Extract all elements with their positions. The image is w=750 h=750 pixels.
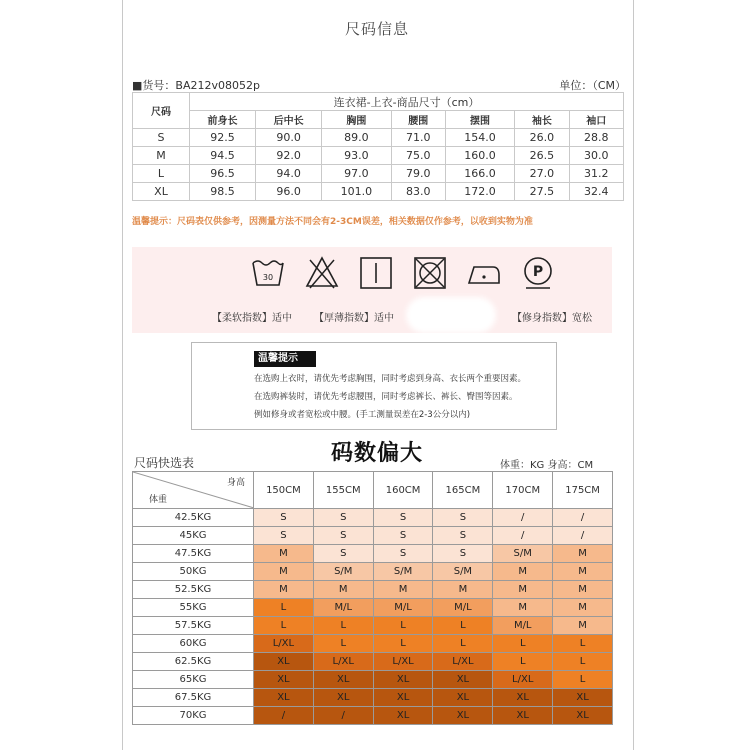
height-header: 170CM: [493, 472, 553, 509]
size-cell: S: [313, 545, 373, 563]
col-header: 胸围: [322, 111, 391, 129]
size-cell: M/L: [493, 617, 553, 635]
spec-row: [133, 165, 624, 183]
size-cell: L/XL: [433, 653, 493, 671]
size-cell: /: [553, 509, 613, 527]
size-cell: L: [254, 599, 314, 617]
size-cell: L: [553, 653, 613, 671]
size-cell: XL: [553, 689, 613, 707]
height-header: 165CM: [433, 472, 493, 509]
size-cell: XL: [254, 671, 314, 689]
size-quick-table: [132, 471, 613, 725]
spec-size-cell: L: [133, 165, 190, 183]
size-cell: XL: [373, 671, 433, 689]
spec-value-cell: 97.0: [322, 165, 391, 183]
size-cell: S: [313, 509, 373, 527]
spec-value-cell: 94.0: [256, 165, 322, 183]
spec-caption: 连衣裙-上衣-商品尺寸（cm）: [190, 93, 624, 111]
size-cell: L/XL: [313, 653, 373, 671]
spec-value-cell: 31.2: [569, 165, 623, 183]
size-cell: M: [553, 581, 613, 599]
size-runs-large-note: 码数偏大: [330, 441, 423, 466]
quick-row: [133, 707, 613, 725]
size-cell: L/XL: [493, 671, 553, 689]
size-cell: XL: [553, 707, 613, 725]
spec-value-cell: 75.0: [391, 147, 445, 165]
size-cell: /: [553, 527, 613, 545]
height-header: 175CM: [553, 472, 613, 509]
spec-value-cell: 92.0: [256, 147, 322, 165]
weight-cell: 62.5KG: [133, 653, 254, 671]
spec-value-cell: 27.5: [515, 183, 569, 201]
size-spec-table: [132, 92, 624, 201]
spec-value-cell: 101.0: [322, 183, 391, 201]
no-tumble-dry-icon: [412, 255, 448, 291]
quick-row: [133, 689, 613, 707]
spec-value-cell: 90.0: [256, 129, 322, 147]
spec-value-cell: 27.0: [515, 165, 569, 183]
wash-30-icon: [250, 255, 286, 291]
quick-row: [133, 671, 613, 689]
size-cell: M/L: [313, 599, 373, 617]
quick-row: [133, 545, 613, 563]
measure-notice: 温馨提示：尺码表仅供参考，因测量方法不同会有2-3CM误差，相关数据仅作参考，以收到实物为准: [132, 217, 533, 227]
weight-cell: 45KG: [133, 527, 254, 545]
spec-value-cell: 89.0: [322, 129, 391, 147]
weight-cell: 67.5KG: [133, 689, 254, 707]
size-cell: M: [493, 563, 553, 581]
blurred-region: [412, 303, 490, 327]
size-cell: M: [373, 581, 433, 599]
col-header: 腰围: [391, 111, 445, 129]
tips-title: 温馨提示: [254, 351, 316, 367]
size-cell: L: [553, 671, 613, 689]
size-cell: M: [254, 581, 314, 599]
softness-index: 【柔软指数】适中: [212, 313, 292, 324]
spec-value-cell: 79.0: [391, 165, 445, 183]
weight-cell: 52.5KG: [133, 581, 254, 599]
size-cell: S/M: [433, 563, 493, 581]
corner-weight-label: 体重: [149, 495, 168, 505]
spec-value-cell: 32.4: [569, 183, 623, 201]
size-cell: S: [433, 545, 493, 563]
svg-text:30: 30: [262, 273, 274, 282]
thickness-index: 【厚薄指数】适中: [314, 313, 394, 324]
size-cell: /: [493, 527, 553, 545]
size-cell: L: [433, 635, 493, 653]
size-cell: S: [433, 509, 493, 527]
weight-cell: 55KG: [133, 599, 254, 617]
svg-text:P: P: [532, 264, 544, 280]
spec-size-cell: XL: [133, 183, 190, 201]
size-cell: S/M: [493, 545, 553, 563]
size-cell: S: [254, 509, 314, 527]
size-cell: XL: [373, 689, 433, 707]
size-cell: XL: [433, 707, 493, 725]
quick-table-title: 尺码快选表: [134, 456, 195, 470]
size-cell: /: [254, 707, 314, 725]
spec-value-cell: 71.0: [391, 129, 445, 147]
iron-low-icon: [466, 255, 502, 291]
weight-cell: 42.5KG: [133, 509, 254, 527]
spec-value-cell: 93.0: [322, 147, 391, 165]
size-cell: S/M: [373, 563, 433, 581]
size-cell: M: [553, 545, 613, 563]
size-cell: XL: [313, 671, 373, 689]
spec-value-cell: 30.0: [569, 147, 623, 165]
size-cell: XL: [373, 707, 433, 725]
quick-row: [133, 617, 613, 635]
page-title: 尺码信息: [344, 20, 409, 38]
height-header: 150CM: [254, 472, 314, 509]
quick-table-units: 体重：KG 身高：CM: [500, 460, 594, 471]
quick-row: [133, 563, 613, 581]
size-cell: L: [254, 617, 314, 635]
size-cell: S: [373, 545, 433, 563]
spec-value-cell: 172.0: [445, 183, 514, 201]
size-cell: L: [493, 635, 553, 653]
size-cell: S: [313, 527, 373, 545]
tip-line: 在选购裤装时，请优先考虑腰围，同时考虑裤长、裤长、臀围等因素。: [254, 392, 518, 402]
col-header: 后中长: [256, 111, 322, 129]
size-cell: L: [493, 653, 553, 671]
quick-row: [133, 581, 613, 599]
col-header: 摆围: [445, 111, 514, 129]
spec-value-cell: 154.0: [445, 129, 514, 147]
height-header: 155CM: [313, 472, 373, 509]
size-cell: M: [553, 599, 613, 617]
spec-value-cell: 26.5: [515, 147, 569, 165]
size-header: 尺码: [133, 93, 190, 129]
quick-row: [133, 599, 613, 617]
col-header: 袖长: [515, 111, 569, 129]
size-cell: M: [433, 581, 493, 599]
corner-height-label: 身高: [226, 478, 245, 488]
col-header: 前身长: [190, 111, 256, 129]
weight-cell: 70KG: [133, 707, 254, 725]
product-code: ■货号：BA212v08052p: [132, 79, 260, 92]
size-cell: L: [433, 617, 493, 635]
size-cell: M: [493, 599, 553, 617]
tip-line: 在选购上衣时，请优先考虑胸围，同时考虑到身高、衣长两个重要因素。: [254, 374, 527, 384]
size-cell: L: [553, 635, 613, 653]
size-cell: S: [433, 527, 493, 545]
hang-dry-icon: [358, 255, 394, 291]
size-cell: L/XL: [254, 635, 314, 653]
no-bleach-icon: [304, 255, 340, 291]
size-cell: XL: [254, 689, 314, 707]
size-cell: /: [313, 707, 373, 725]
weight-cell: 60KG: [133, 635, 254, 653]
spec-value-cell: 26.0: [515, 129, 569, 147]
size-cell: XL: [254, 653, 314, 671]
size-cell: /: [493, 509, 553, 527]
size-cell: M: [313, 581, 373, 599]
care-icons: [250, 255, 550, 291]
spec-size-cell: S: [133, 129, 190, 147]
quick-row: [133, 653, 613, 671]
corner-cell: [133, 472, 254, 509]
spec-value-cell: 94.5: [190, 147, 256, 165]
spec-value-cell: 96.0: [256, 183, 322, 201]
spec-value-cell: 28.8: [569, 129, 623, 147]
weight-cell: 57.5KG: [133, 617, 254, 635]
size-cell: L/XL: [373, 653, 433, 671]
spec-row: [133, 129, 624, 147]
dry-clean-p-icon: [520, 255, 556, 291]
spec-value-cell: 92.5: [190, 129, 256, 147]
spec-value-cell: 166.0: [445, 165, 514, 183]
size-cell: S: [373, 527, 433, 545]
weight-cell: 50KG: [133, 563, 254, 581]
size-cell: XL: [433, 689, 493, 707]
fit-index: 【修身指数】宽松: [512, 313, 592, 324]
spec-row: [133, 183, 624, 201]
size-cell: XL: [433, 671, 493, 689]
size-cell: M: [254, 563, 314, 581]
size-cell: S: [254, 527, 314, 545]
size-cell: S/M: [313, 563, 373, 581]
col-header: 袖口: [569, 111, 623, 129]
spec-row: [133, 147, 624, 165]
size-cell: L: [313, 617, 373, 635]
weight-cell: 65KG: [133, 671, 254, 689]
size-cell: XL: [493, 707, 553, 725]
spec-value-cell: 98.5: [190, 183, 256, 201]
size-cell: XL: [493, 689, 553, 707]
size-cell: L: [373, 617, 433, 635]
quick-row: [133, 527, 613, 545]
size-cell: XL: [313, 689, 373, 707]
quick-row: [133, 509, 613, 527]
size-cell: M: [254, 545, 314, 563]
spec-value-cell: 83.0: [391, 183, 445, 201]
size-cell: M: [493, 581, 553, 599]
size-cell: L: [373, 635, 433, 653]
size-cell: S: [373, 509, 433, 527]
weight-cell: 47.5KG: [133, 545, 254, 563]
size-cell: L: [313, 635, 373, 653]
tip-line: 例如修身或者宽松或中腰。(手工测量误差在2-3公分以内): [254, 410, 471, 420]
size-cell: M: [553, 563, 613, 581]
spec-value-cell: 160.0: [445, 147, 514, 165]
spec-value-cell: 96.5: [190, 165, 256, 183]
spec-size-cell: M: [133, 147, 190, 165]
quick-row: [133, 635, 613, 653]
unit-label: 单位：（CM）: [559, 79, 626, 92]
size-cell: M/L: [373, 599, 433, 617]
height-header: 160CM: [373, 472, 433, 509]
size-cell: M/L: [433, 599, 493, 617]
size-cell: M: [553, 617, 613, 635]
